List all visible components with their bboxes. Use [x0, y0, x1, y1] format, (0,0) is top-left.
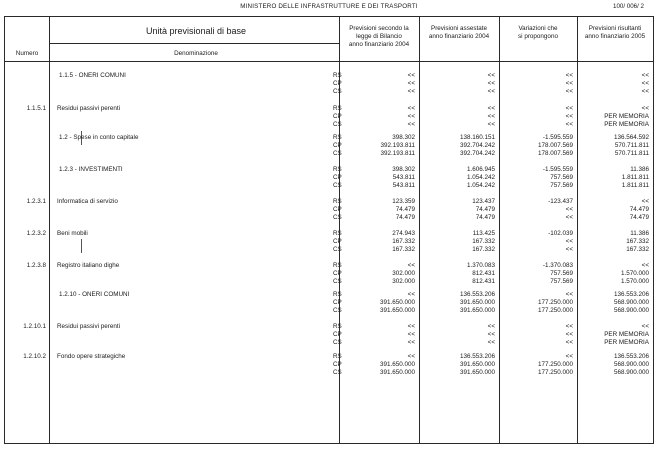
table-cell: 1.606.945: [466, 166, 495, 173]
table-cell: PER MEMORIA: [604, 331, 649, 338]
code-label: CP: [333, 331, 342, 338]
row-values-legge: [339, 166, 415, 190]
code-label: RS: [333, 72, 342, 79]
table-cell: 391.650.000: [379, 369, 415, 376]
row-values-var: [499, 105, 573, 129]
table-cell: 74.479: [629, 214, 649, 221]
row-denominazione: 1.2.3 - INVESTIMENTI: [59, 166, 123, 173]
table-cell: 74.479: [475, 214, 495, 221]
table-cell: 757.569: [550, 174, 573, 181]
table-cell: 177.250.000: [537, 361, 573, 368]
row-denominazione: Residui passivi perenti: [57, 323, 120, 330]
table-cell: 177.250.000: [537, 369, 573, 376]
header-bottom-rule: [5, 61, 653, 62]
row-values-risult: [577, 291, 649, 315]
row-values-assest: [419, 230, 495, 254]
table-cell: <<: [565, 121, 573, 128]
row-denominazione: Registro italiano dighe: [57, 262, 120, 269]
table-cell: <<: [407, 331, 415, 338]
code-label: CS: [333, 121, 342, 128]
table-cell: 398.302: [392, 166, 415, 173]
code-label: CS: [333, 182, 342, 189]
code-label: CP: [333, 80, 342, 87]
table-cell: <<: [407, 262, 415, 269]
table-cell: 392.704.242: [459, 142, 495, 149]
row-values-var: [499, 262, 573, 286]
header-prev-assestate: Previsioni assestate anno finanziario 2004: [428, 25, 490, 40]
row-number: 1.2.3.1: [26, 198, 46, 205]
table-cell: <<: [487, 339, 495, 346]
row-values-var: [499, 134, 573, 158]
table-cell: <<: [641, 72, 649, 79]
table-cell: 391.650.000: [379, 307, 415, 314]
table-cell: 177.250.000: [537, 307, 573, 314]
table-cell: 136.553.206: [459, 353, 495, 360]
row-number: 1.2.10.2: [23, 353, 46, 360]
table-cell: 178.007.569: [537, 142, 573, 149]
table-cell: 74.479: [395, 206, 415, 213]
table-cell: <<: [565, 331, 573, 338]
table-cell: 1.054.242: [466, 174, 495, 181]
table-cell: 391.650.000: [459, 299, 495, 306]
code-label: CP: [333, 142, 342, 149]
table-cell: 11.386: [630, 230, 649, 237]
table-cell: 302.000: [392, 278, 415, 285]
table-cell: 136.553.206: [613, 291, 649, 298]
header-variazioni: Variazioni che si propongono: [518, 25, 558, 40]
row-values-var: [499, 230, 573, 254]
row-values-risult: [577, 353, 649, 377]
table-cell: <<: [407, 323, 415, 330]
table-cell: <<: [565, 88, 573, 95]
code-label: RS: [333, 166, 342, 173]
row-denominazione: 1.2 - Spese in conto capitale: [59, 134, 139, 141]
code-label: CP: [333, 238, 342, 245]
row-values-assest: [419, 134, 495, 158]
code-label: CP: [333, 113, 342, 120]
row-denominazione: Fondo opere strategiche: [57, 353, 126, 360]
table-cell: 123.437: [472, 198, 495, 205]
table-cell: <<: [641, 323, 649, 330]
row-denominazione: 1.2.10 - ONERI COMUNI: [59, 291, 130, 298]
table-cell: <<: [487, 113, 495, 120]
code-label: CP: [333, 270, 342, 277]
table-cell: <<: [487, 72, 495, 79]
table-cell: 391.650.000: [379, 361, 415, 368]
table-cell: 398.302: [392, 134, 415, 141]
table-cell: -102.039: [548, 230, 573, 237]
table-cell: 1.370.083: [466, 262, 495, 269]
table-cell: <<: [565, 113, 573, 120]
table-cell: 74.479: [475, 206, 495, 213]
table-cell: <<: [407, 339, 415, 346]
table-cell: <<: [487, 80, 495, 87]
row-values-assest: [419, 166, 495, 190]
table-cell: 392.193.811: [380, 142, 415, 149]
table-cell: PER MEMORIA: [604, 121, 649, 128]
page-number: 100/ 006/ 2: [613, 3, 644, 10]
code-label: CP: [333, 174, 342, 181]
table-cell: <<: [641, 262, 649, 269]
table-cell: -1.370.083: [542, 262, 573, 269]
table-cell: -1.595.559: [542, 134, 573, 141]
row-values-var: [499, 72, 573, 96]
code-label: RS: [333, 230, 342, 237]
table-cell: <<: [565, 214, 573, 221]
ministry-header: MINISTERO DELLE INFRASTRUTTURE E DEI TRASPORTI: [240, 3, 418, 10]
table-cell: 136.553.206: [459, 291, 495, 298]
table-cell: 391.650.000: [459, 361, 495, 368]
code-label: RS: [333, 323, 342, 330]
header-prev-legge: Previsioni secondo la legge di Bilancio anno finanziario 2004: [348, 25, 410, 48]
table-cell: 568.900.000: [613, 307, 649, 314]
table-cell: 274.943: [392, 230, 415, 237]
code-label: CS: [333, 88, 342, 95]
code-label: RS: [333, 134, 342, 141]
code-label: CS: [333, 369, 342, 376]
row-values-assest: [419, 291, 495, 315]
table-cell: 177.250.000: [537, 299, 573, 306]
table-cell: <<: [641, 198, 649, 205]
table-cell: 167.332: [392, 246, 415, 253]
code-label: CP: [333, 206, 342, 213]
row-values-legge: [339, 198, 415, 222]
row-number: 1.2.3.2: [26, 230, 46, 237]
row-values-var: [499, 198, 573, 222]
table-cell: <<: [407, 113, 415, 120]
connector-tick: [81, 239, 82, 253]
code-label: CS: [333, 246, 342, 253]
table-cell: <<: [487, 121, 495, 128]
table-cell: 167.332: [626, 246, 649, 253]
table-cell: <<: [565, 353, 573, 360]
table-cell: 123.359: [392, 198, 415, 205]
table-cell: <<: [565, 105, 573, 112]
table-cell: 167.332: [392, 238, 415, 245]
row-values-risult: [577, 198, 649, 222]
header-denominazione: Denominazione: [174, 50, 218, 57]
row-values-risult: [577, 166, 649, 190]
row-values-risult: [577, 230, 649, 254]
code-label: RS: [333, 353, 342, 360]
table-cell: <<: [487, 323, 495, 330]
row-denominazione: Residui passivi perenti: [57, 105, 120, 112]
table-cell: 392.193.811: [380, 150, 415, 157]
table-title: Unità previsionali di base: [145, 26, 247, 36]
table-cell: 391.650.000: [459, 369, 495, 376]
code-label: CS: [333, 214, 342, 221]
table-cell: 167.332: [626, 238, 649, 245]
table-cell: 11.386: [630, 166, 649, 173]
code-label: CP: [333, 361, 342, 368]
table-cell: <<: [487, 331, 495, 338]
table-cell: 568.900.000: [613, 361, 649, 368]
table-cell: 543.811: [392, 174, 415, 181]
table-cell: 757.569: [550, 270, 573, 277]
table-cell: 391.650.000: [379, 299, 415, 306]
table-cell: <<: [407, 291, 415, 298]
table-cell: <<: [565, 238, 573, 245]
row-values-assest: [419, 353, 495, 377]
code-label: RS: [333, 105, 342, 112]
table-cell: 757.569: [550, 278, 573, 285]
table-cell: 178.007.569: [537, 150, 573, 157]
table-cell: 302.000: [392, 270, 415, 277]
code-label: CS: [333, 307, 342, 314]
row-values-var: [499, 166, 573, 190]
table-cell: <<: [487, 88, 495, 95]
table-cell: 568.900.000: [613, 299, 649, 306]
table-cell: <<: [407, 72, 415, 79]
row-denominazione: Beni mobili: [57, 230, 88, 237]
table-cell: <<: [641, 80, 649, 87]
table-cell: <<: [407, 88, 415, 95]
table-cell: <<: [565, 72, 573, 79]
code-label: CP: [333, 299, 342, 306]
table-cell: 1.570.000: [620, 278, 649, 285]
budget-table: [4, 16, 654, 444]
row-values-legge: [339, 105, 415, 129]
table-cell: PER MEMORIA: [604, 113, 649, 120]
row-values-assest: [419, 105, 495, 129]
table-cell: <<: [407, 121, 415, 128]
table-cell: 74.479: [629, 206, 649, 213]
row-values-var: [499, 323, 573, 347]
table-cell: <<: [565, 339, 573, 346]
table-cell: <<: [565, 206, 573, 213]
row-values-legge: [339, 353, 415, 377]
table-cell: <<: [407, 353, 415, 360]
row-values-legge: [339, 230, 415, 254]
table-cell: 543.811: [392, 182, 415, 189]
row-values-risult: [577, 72, 649, 96]
table-cell: 1.811.811: [621, 182, 649, 189]
header-divider: [49, 43, 339, 44]
table-cell: 391.650.000: [459, 307, 495, 314]
table-cell: 167.332: [472, 246, 495, 253]
table-cell: -1.595.559: [542, 166, 573, 173]
table-cell: <<: [487, 105, 495, 112]
table-cell: 113.425: [472, 230, 495, 237]
row-values-risult: [577, 262, 649, 286]
row-values-legge: [339, 291, 415, 315]
table-cell: 812.431: [472, 278, 495, 285]
table-cell: 568.900.000: [613, 369, 649, 376]
table-cell: <<: [641, 105, 649, 112]
row-values-legge: [339, 262, 415, 286]
row-denominazione: 1.1.5 - ONERI COMUNI: [59, 72, 126, 79]
header-prev-risultanti: Previsioni risultanti anno finanziario 2005: [584, 25, 646, 40]
table-cell: -123.437: [548, 198, 573, 205]
row-values-var: [499, 353, 573, 377]
table-cell: 1.811.811: [621, 174, 649, 181]
table-cell: 570.711.811: [614, 142, 649, 149]
table-cell: 167.332: [472, 238, 495, 245]
table-cell: 570.711.811: [614, 150, 649, 157]
code-label: CS: [333, 278, 342, 285]
code-label: RS: [333, 291, 342, 298]
row-values-legge: [339, 323, 415, 347]
table-cell: 1.570.000: [620, 270, 649, 277]
table-cell: <<: [565, 80, 573, 87]
table-cell: <<: [565, 323, 573, 330]
table-cell: <<: [641, 88, 649, 95]
table-cell: 812.431: [472, 270, 495, 277]
table-cell: <<: [565, 246, 573, 253]
table-cell: 757.569: [550, 182, 573, 189]
row-values-assest: [419, 323, 495, 347]
row-values-risult: [577, 105, 649, 129]
col-divider: [49, 17, 50, 443]
table-cell: 392.704.242: [459, 150, 495, 157]
row-values-assest: [419, 198, 495, 222]
row-denominazione: Informatica di servizio: [57, 198, 118, 205]
code-label: CS: [333, 339, 342, 346]
row-values-legge: [339, 134, 415, 158]
row-values-assest: [419, 72, 495, 96]
table-cell: 74.479: [395, 214, 415, 221]
table-cell: <<: [407, 105, 415, 112]
row-values-risult: [577, 134, 649, 158]
row-values-assest: [419, 262, 495, 286]
code-label: RS: [333, 262, 342, 269]
row-number: 1.2.10.1: [23, 323, 46, 330]
table-cell: <<: [407, 80, 415, 87]
row-values-var: [499, 291, 573, 315]
table-cell: 136.553.206: [613, 353, 649, 360]
header-numero: Numero: [15, 50, 39, 57]
table-cell: 138.160.151: [459, 134, 495, 141]
row-values-legge: [339, 72, 415, 96]
code-label: RS: [333, 198, 342, 205]
table-cell: PER MEMORIA: [604, 339, 649, 346]
row-number: 1.2.3.8: [26, 262, 46, 269]
table-cell: <<: [565, 291, 573, 298]
row-number: 1.1.5.1: [26, 105, 46, 112]
row-values-risult: [577, 323, 649, 347]
table-cell: 1.054.242: [466, 182, 495, 189]
table-cell: 136.564.592: [613, 134, 649, 141]
code-label: CS: [333, 150, 342, 157]
